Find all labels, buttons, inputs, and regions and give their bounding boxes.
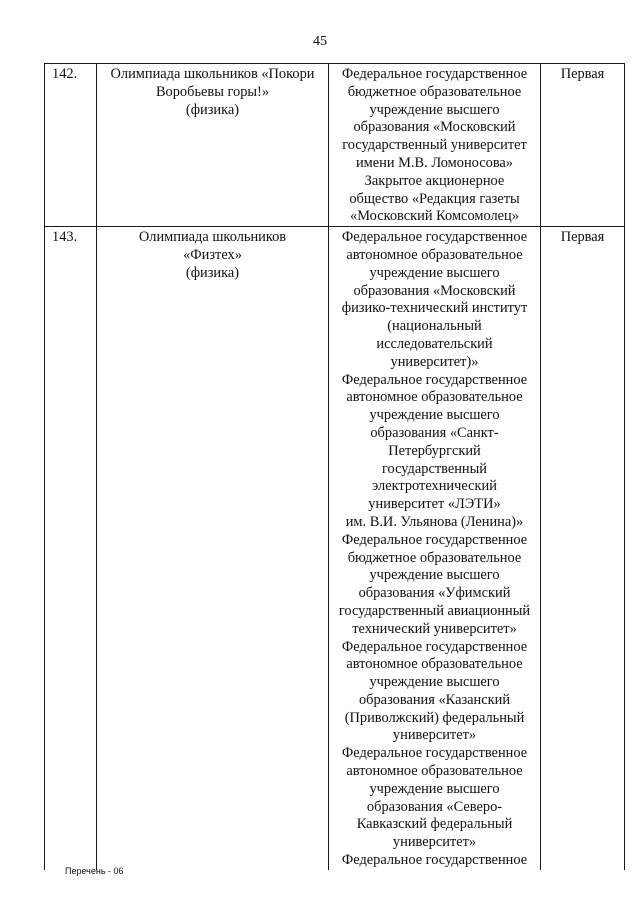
level-cell: Первая xyxy=(541,64,625,227)
organizer-line: им. В.И. Ульянова (Ленина)» xyxy=(345,513,524,530)
organizer-line: Федеральное государственное xyxy=(341,371,528,388)
organizer-line: Федеральное государственное xyxy=(341,852,528,869)
organizer-line: университет» xyxy=(392,727,477,744)
organizer-line: учреждение высшего xyxy=(369,101,500,118)
table-row xyxy=(45,64,625,227)
organizer-line: учреждение высшего xyxy=(369,407,500,424)
organizer-line: технический университет» xyxy=(352,620,517,637)
level-cell: Первая xyxy=(541,227,625,870)
organizer-cell xyxy=(329,227,541,870)
organizer-line: физико-технический институт xyxy=(341,300,528,317)
row-number: 142. xyxy=(45,64,97,227)
organizer-line: автономное образовательное xyxy=(346,246,523,263)
document-footer: Перечень - 06 xyxy=(65,866,124,876)
organizer-line: образования «Уфимский xyxy=(358,585,511,602)
organizer-line: образования «Казанский xyxy=(358,691,511,708)
organizer-line: бюджетное образовательное xyxy=(347,83,522,100)
organizer-line: университет)» xyxy=(390,353,479,370)
organizer-line: университет» xyxy=(392,834,477,851)
olympiad-name-line: (физика) xyxy=(185,264,240,281)
organizer-line: учреждение высшего xyxy=(369,264,500,281)
organizer-line: общество «Редакция газеты xyxy=(349,190,520,207)
organizer-line: бюджетное образовательное xyxy=(347,549,522,566)
olympiad-table xyxy=(44,63,625,870)
olympiad-name-cell xyxy=(97,64,329,227)
organizer-line: Федеральное государственное xyxy=(341,745,528,762)
organizer-line: университет «ЛЭТИ» xyxy=(368,496,501,513)
organizer-cell xyxy=(329,64,541,227)
olympiad-name-line: (физика) xyxy=(185,101,240,118)
organizer-line: образования «Московский xyxy=(353,282,516,299)
table-row xyxy=(45,227,625,870)
organizer-line: учреждение высшего xyxy=(369,567,500,584)
organizer-line: образования «Санкт- xyxy=(370,424,499,441)
organizer-line: Федеральное государственное xyxy=(341,66,528,82)
organizer-line: исследовательский xyxy=(376,335,493,352)
olympiad-name-line: Олимпиада школьников xyxy=(138,229,287,246)
organizer-line: (национальный xyxy=(387,318,482,335)
organizer-line: образования «Северо- xyxy=(366,798,503,815)
olympiad-name-cell xyxy=(97,227,329,870)
organizer-line: Федеральное государственное xyxy=(341,229,528,246)
organizer-line: Федеральное государственное xyxy=(341,531,528,548)
organizer-line: Федеральное государственное xyxy=(341,638,528,655)
organizer-line: учреждение высшего xyxy=(369,674,500,691)
organizer-line: имени М.В. Ломоносова» xyxy=(355,154,514,171)
olympiad-name-line: Воробьевы горы!» xyxy=(155,83,270,100)
row-number: 143. xyxy=(45,227,97,870)
organizer-line: государственный университет xyxy=(342,137,527,154)
organizer-line: Кавказский федеральный xyxy=(356,816,513,833)
organizer-line: государственный xyxy=(381,460,488,477)
organizer-line: образования «Московский xyxy=(353,119,516,136)
organizer-line: «Московский Комсомолец» xyxy=(350,208,519,225)
organizer-line: автономное образовательное xyxy=(346,389,523,406)
olympiad-name-line: «Физтех» xyxy=(183,246,242,263)
organizer-line: Петербургский xyxy=(388,442,481,459)
organizer-line: государственный авиационный xyxy=(338,602,531,619)
olympiad-name-line: Олимпиада школьников «Покори xyxy=(110,66,315,82)
organizer-line: Закрытое акционерное xyxy=(364,172,505,189)
organizer-line: автономное образовательное xyxy=(346,763,523,780)
organizer-line: учреждение высшего xyxy=(369,780,500,797)
organizer-line: электротехнический xyxy=(372,478,497,495)
organizer-line: автономное образовательное xyxy=(346,656,523,673)
page-number: 45 xyxy=(313,34,327,49)
organizer-line: (Приволжский) федеральный xyxy=(344,709,525,726)
